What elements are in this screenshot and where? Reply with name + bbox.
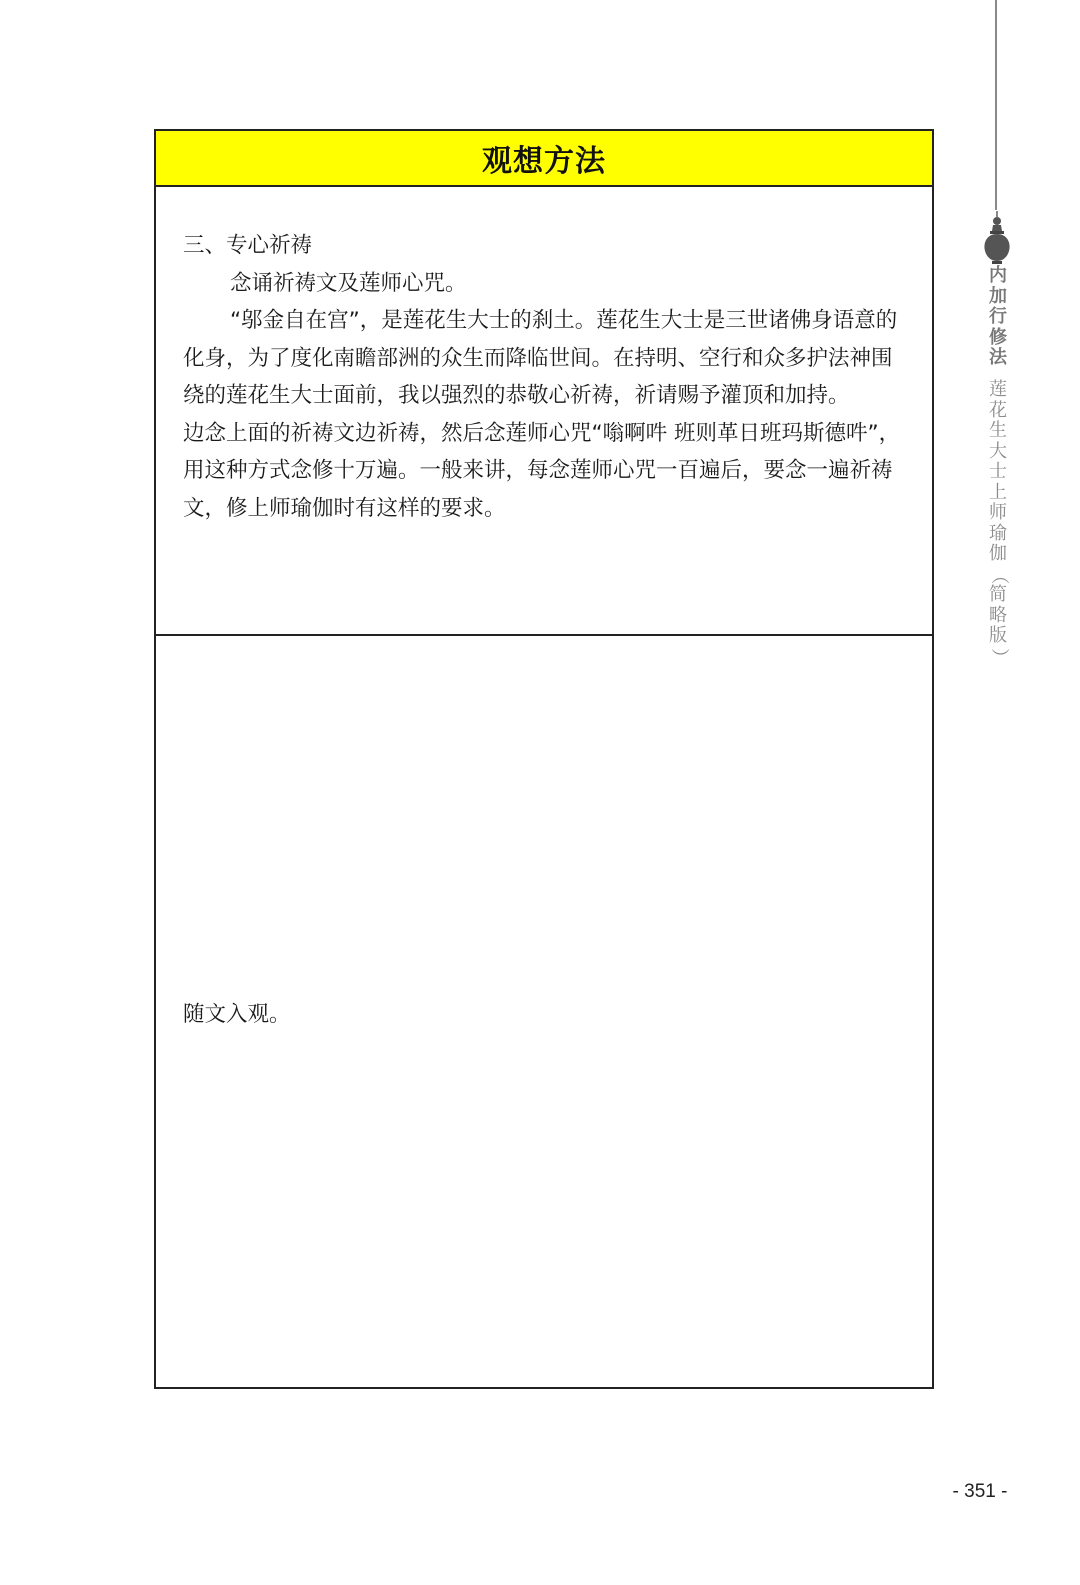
section-header [156, 131, 932, 187]
visualization-text: 随文入观。 [183, 1002, 291, 1027]
sidebar-char: 大 [989, 440, 1007, 462]
sidebar-char: 内 [989, 265, 1007, 286]
paragraph-1: “邬金自在宫”，是莲花生大士的刹土。莲花生大士是三世诸佛身语意的化身，为了度化南瞻部洲的众生而降临世间。在持明、空行和众多护法神围绕的莲花生大士面前，我以强烈的恭敬心祈祷，祈请赐予灌顶和加持。 [183, 308, 898, 408]
sidebar-char: 瑜 [989, 522, 1007, 544]
sidebar-char: 士 [989, 461, 1007, 482]
text-section [156, 187, 932, 636]
page-number: - 351 - [952, 1481, 1008, 1502]
sidebar-char: 行 [989, 306, 1007, 327]
vase-icon [982, 211, 1012, 265]
sidebar-char: 伽 [989, 543, 1007, 564]
sidebar-char: 版 [989, 625, 1007, 646]
visualization-section [156, 636, 932, 1387]
intro-line: 念诵祈祷文及莲师心咒。 [230, 270, 467, 296]
sidebar-char: 修 [989, 326, 1007, 348]
content-frame [154, 129, 934, 1389]
sidebar-char: 加 [989, 285, 1007, 307]
sidebar-char: 花 [989, 399, 1007, 421]
sidebar-divider-line [995, 0, 997, 210]
sidebar-char: 略 [989, 604, 1007, 626]
sidebar-title [986, 266, 1010, 369]
section-title: 观想方法 [482, 144, 606, 179]
body-text [183, 227, 913, 527]
sidebar-char: 生 [989, 420, 1007, 441]
sidebar-char: 法 [989, 347, 1007, 368]
sidebar-char: 简 [989, 584, 1007, 605]
sidebar-char: 师 [989, 502, 1007, 523]
sidebar-char: （ [988, 565, 1010, 584]
heading-line: 三、专心祈祷 [183, 233, 313, 258]
sidebar-char: ） [988, 647, 1010, 666]
sidebar-char: 莲 [989, 379, 1007, 400]
sidebar-subtitle [986, 380, 1010, 667]
sidebar-char: 上 [989, 481, 1007, 503]
paragraph-2: 边念上面的祈祷文边祈祷，然后念莲师心咒“嗡啊吽 班则革日班玛斯德吽”，用这种方式念修十万遍。一般来讲，每念莲师心咒一百遍后，要念一遍祈祷文，修上师瑜伽时有这样的要求。 [183, 420, 901, 521]
